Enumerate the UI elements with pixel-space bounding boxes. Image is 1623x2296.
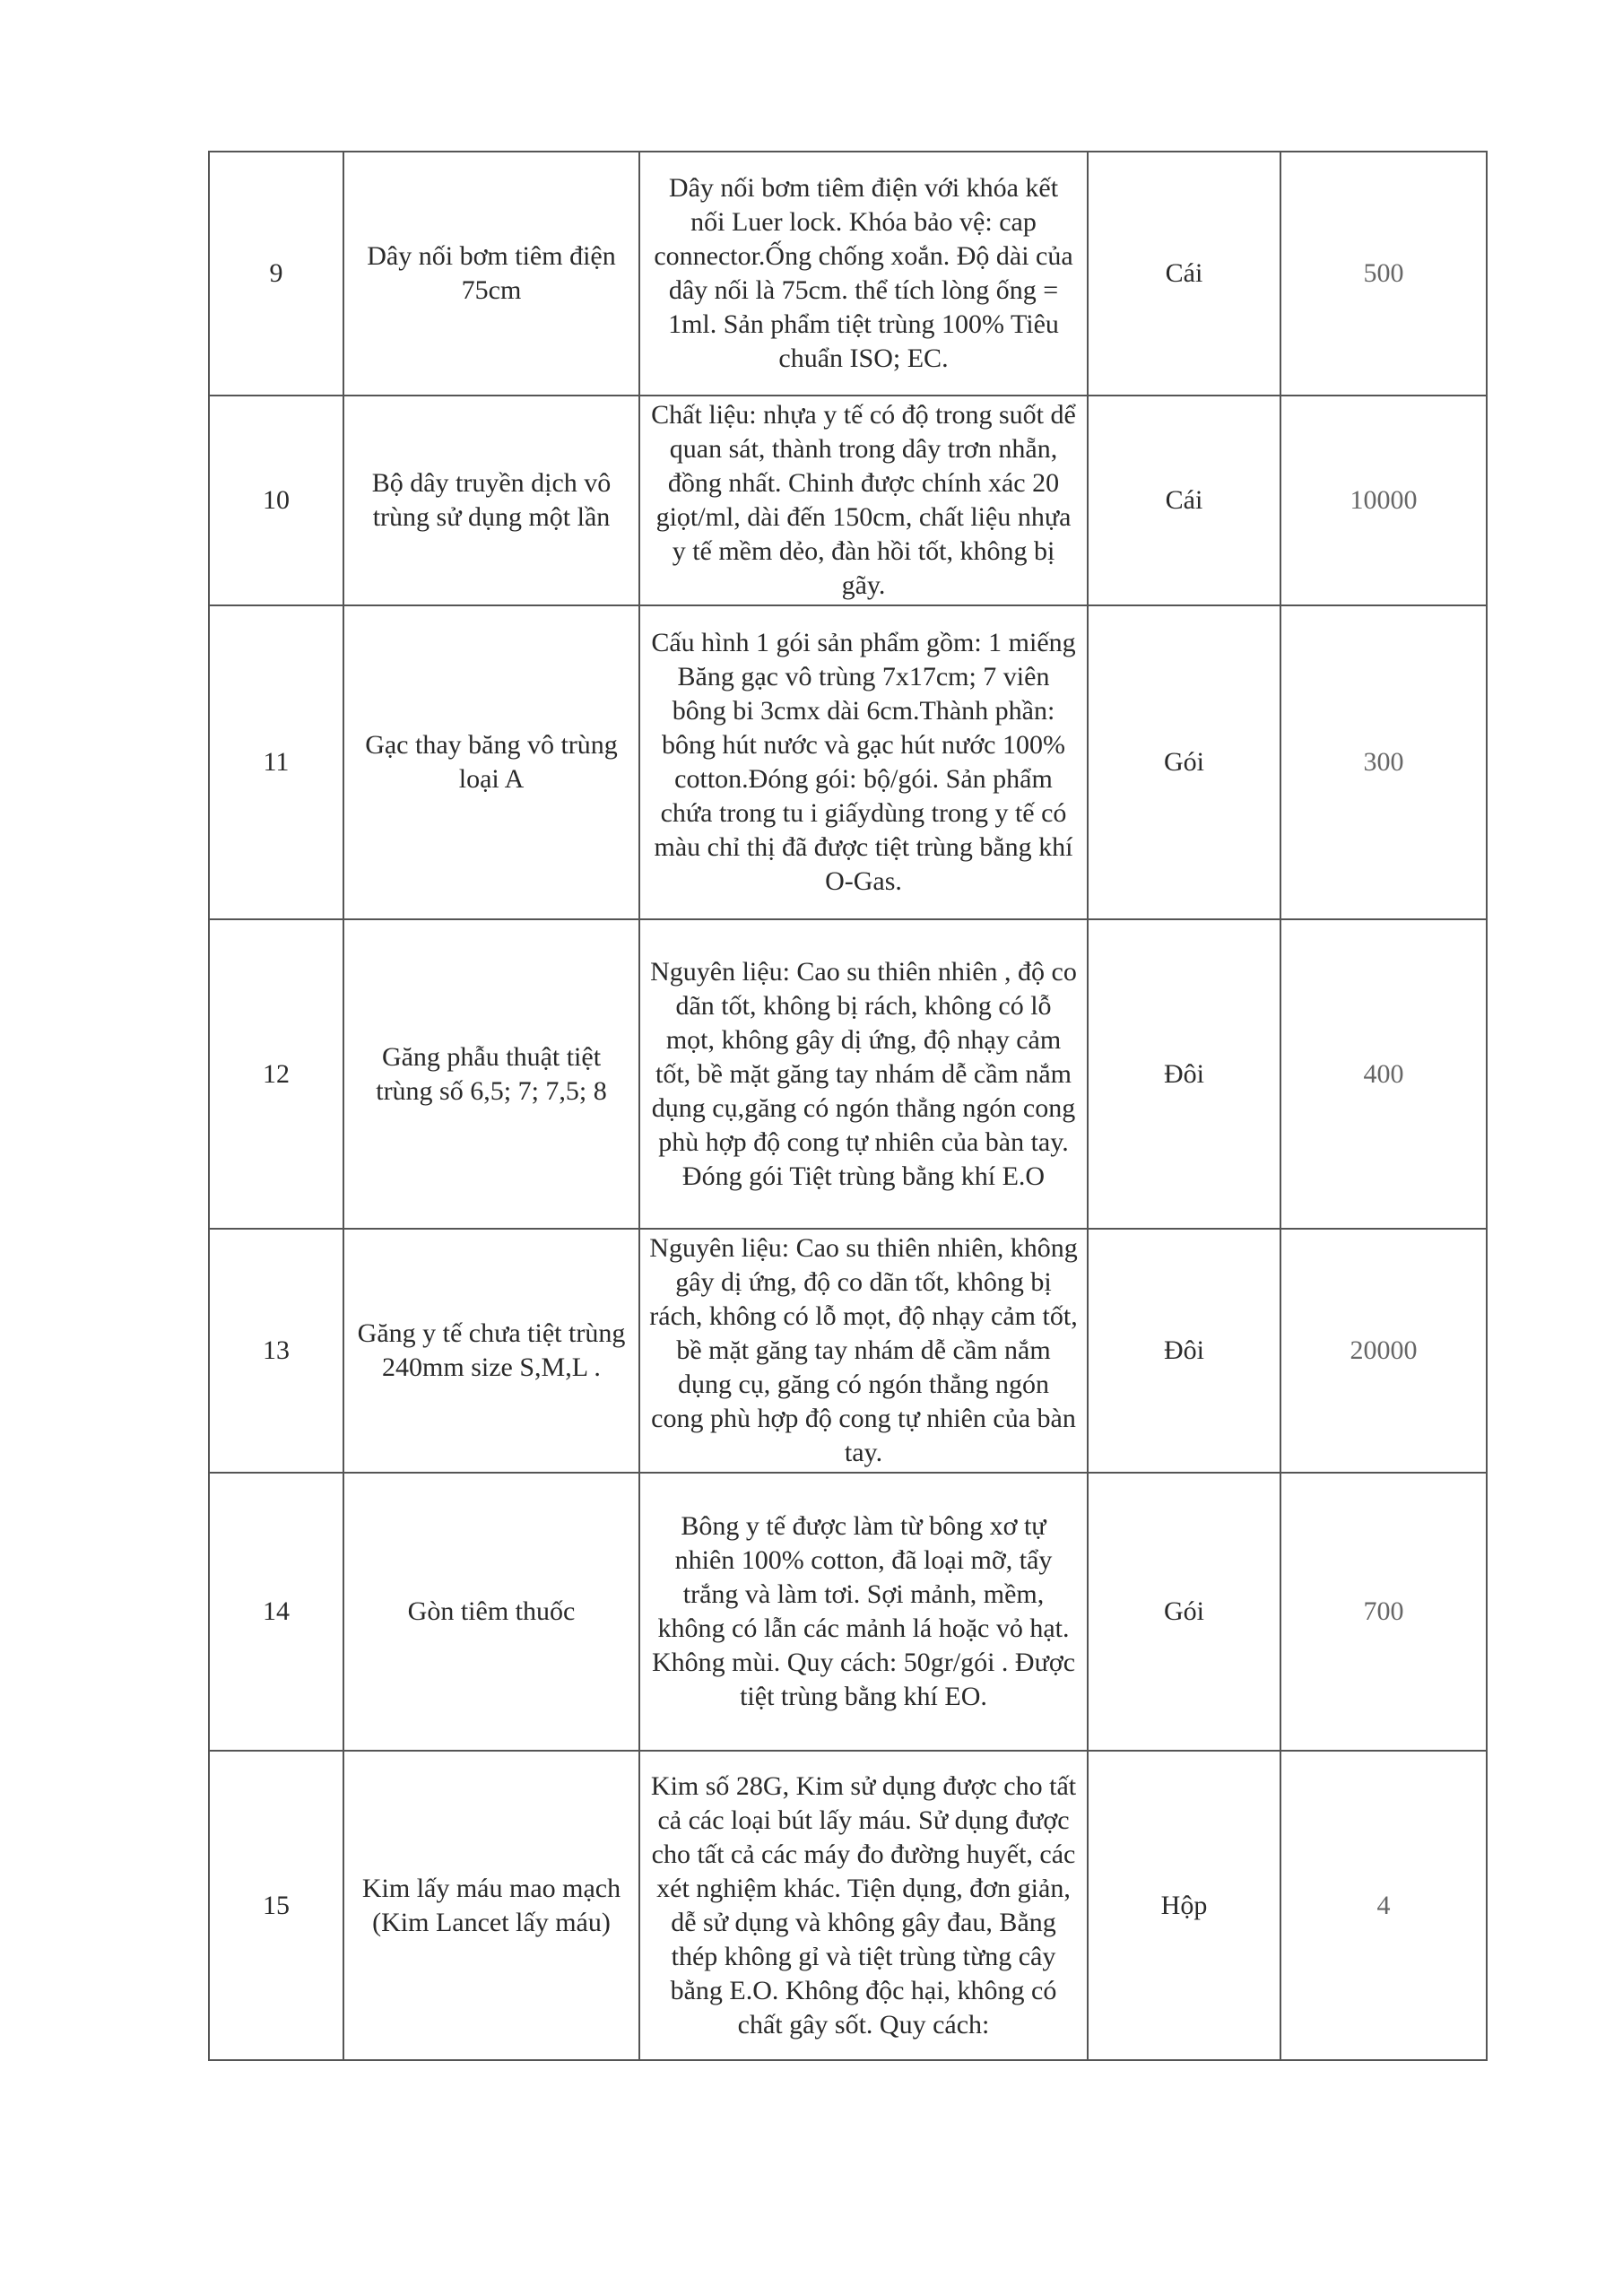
item-name: Găng phẫu thuật tiệt trùng số 6,5; 7; 7,5; 8 <box>343 919 639 1229</box>
item-specification: Bông y tế được làm từ bông xơ tự nhiên 100% cotton, đã loại mỡ, tẩy trắng và làm tơi. Sợi mảnh, mềm, không có lẫn các mảnh lá hoặc vỏ hạt. Không mùi. Quy cách: 50gr/gói . Được tiệt trùng bằng khí EO. <box>639 1473 1088 1751</box>
item-unit: Cái <box>1088 152 1280 396</box>
item-quantity: 4 <box>1280 1751 1487 2060</box>
item-unit: Hộp <box>1088 1751 1280 2060</box>
row-number: 9 <box>209 152 343 396</box>
item-unit: Đôi <box>1088 1229 1280 1473</box>
row-number: 11 <box>209 605 343 919</box>
row-number: 10 <box>209 396 343 605</box>
table-row <box>209 605 1487 919</box>
table-row <box>209 1229 1487 1473</box>
table-row <box>209 396 1487 605</box>
item-name: Gạc thay băng vô trùng loại A <box>343 605 639 919</box>
item-specification: Kim số 28G, Kim sử dụng được cho tất cả các loại bút lấy máu. Sử dụng được cho tất cả các máy đo đường huyết, các xét nghiệm khác. Tiện dụng, đơn giản, dễ sử dụng và không gây đau, Bằng thép không gỉ và tiệt trùng từng cây bằng E.O. Không độc hại, không có chất gây sốt. Quy cách: <box>639 1751 1088 2060</box>
item-quantity: 500 <box>1280 152 1487 396</box>
item-specification: Cấu hình 1 gói sản phẩm gồm: 1 miếng Băng gạc vô trùng 7x17cm; 7 viên bông bi 3cmx dài 6cm.Thành phần: bông hút nước và gạc hút nước 100% cotton.Đóng gói: bộ/gói. Sản phẩm chứa trong tu i giấydùng trong y tế có màu chỉ thị đã được tiệt trùng bằng khí O-Gas. <box>639 605 1088 919</box>
item-quantity: 300 <box>1280 605 1487 919</box>
row-number: 14 <box>209 1473 343 1751</box>
item-specification: Dây nối bơm tiêm điện với khóa kết nối Luer lock. Khóa bảo vệ: cap connector.Ống chống xoắn. Độ dài của dây nối là 75cm. thể tích lòng ống = 1ml. Sản phẩm tiệt trùng 100% Tiêu chuẩn ISO; EC. <box>639 152 1088 396</box>
item-name: Bộ dây truyền dịch vô trùng sử dụng một lần <box>343 396 639 605</box>
row-number: 13 <box>209 1229 343 1473</box>
item-name: Găng y tế chưa tiệt trùng 240mm size S,M,L . <box>343 1229 639 1473</box>
table-row <box>209 919 1487 1229</box>
row-number: 15 <box>209 1751 343 2060</box>
item-specification: Nguyên liệu: Cao su thiên nhiên , độ co dãn tốt, không bị rách, không có lỗ mọt, không gây dị ứng, độ nhạy cảm tốt, bề mặt găng tay nhám dễ cầm nắm dụng cụ,găng có ngón thẳng ngón cong phù hợp độ cong tự nhiên của bàn tay. Đóng gói Tiệt trùng bằng khí E.O <box>639 919 1088 1229</box>
item-quantity: 10000 <box>1280 396 1487 605</box>
item-unit: Gói <box>1088 605 1280 919</box>
item-unit: Cái <box>1088 396 1280 605</box>
item-quantity: 700 <box>1280 1473 1487 1751</box>
item-name: Dây nối bơm tiêm điện 75cm <box>343 152 639 396</box>
item-unit: Gói <box>1088 1473 1280 1751</box>
table-row <box>209 1473 1487 1751</box>
item-specification: Chất liệu: nhựa y tế có độ trong suốt dể quan sát, thành trong dây trơn nhẵn, đồng nhất. Chinh được chính xác 20 giọt/ml, dài đến 150cm, chất liệu nhựa y tế mềm dẻo, đàn hồi tốt, không bị gãy. <box>639 396 1088 605</box>
row-number: 12 <box>209 919 343 1229</box>
table-row <box>209 1751 1487 2060</box>
item-name: Gòn tiêm thuốc <box>343 1473 639 1751</box>
item-name: Kim lấy máu mao mạch (Kim Lancet lấy máu) <box>343 1751 639 2060</box>
item-quantity: 20000 <box>1280 1229 1487 1473</box>
item-unit: Đôi <box>1088 919 1280 1229</box>
supply-items-table <box>208 151 1488 2061</box>
table-row <box>209 152 1487 396</box>
item-specification: Nguyên liệu: Cao su thiên nhiên, không gây dị ứng, độ co dãn tốt, không bị rách, không có lỗ mọt, độ nhạy cảm tốt, bề mặt găng tay nhám dễ cầm nắm dụng cụ, găng có ngón thẳng ngón cong phù hợp độ cong tự nhiên của bàn tay. <box>639 1229 1088 1473</box>
item-quantity: 400 <box>1280 919 1487 1229</box>
